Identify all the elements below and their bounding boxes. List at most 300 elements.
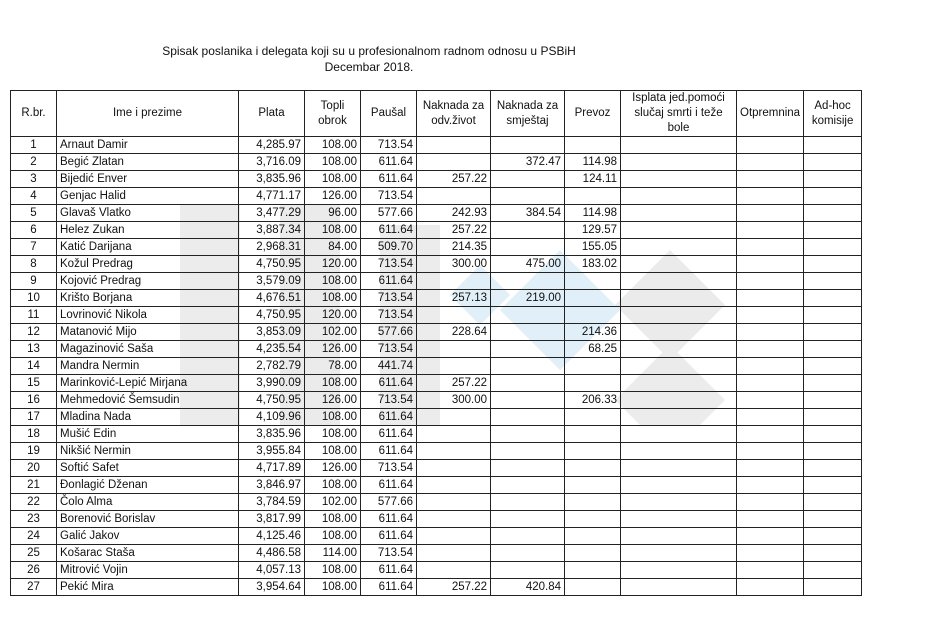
table-row xyxy=(11,511,862,528)
table-cell xyxy=(621,477,737,494)
table-cell: 108.00 xyxy=(305,375,361,392)
table-cell: Katić Darijana xyxy=(57,239,239,256)
table-cell: 120.00 xyxy=(305,256,361,273)
table-cell xyxy=(491,324,565,341)
table-cell xyxy=(565,307,621,324)
table-cell xyxy=(491,528,565,545)
table-cell: 16 xyxy=(11,392,57,409)
table-cell xyxy=(621,426,737,443)
table-cell: 3,477.29 xyxy=(239,205,305,222)
table-cell: 257.22 xyxy=(417,579,491,596)
table-cell: 108.00 xyxy=(305,290,361,307)
table-cell xyxy=(804,273,862,290)
table-cell: 4,057.13 xyxy=(239,562,305,579)
table-cell: 611.64 xyxy=(361,375,417,392)
table-cell xyxy=(737,426,804,443)
table-cell xyxy=(737,409,804,426)
column-header: R.br. xyxy=(11,91,57,137)
table-cell: 257.22 xyxy=(417,222,491,239)
table-cell: 3,716.09 xyxy=(239,154,305,171)
table-cell xyxy=(804,375,862,392)
table-cell: 8 xyxy=(11,256,57,273)
column-header: Ime i prezime xyxy=(57,91,239,137)
table-row xyxy=(11,239,862,256)
table-cell: 5 xyxy=(11,205,57,222)
table-cell: Kožul Predrag xyxy=(57,256,239,273)
table-cell xyxy=(565,426,621,443)
table-cell: 257.13 xyxy=(417,290,491,307)
table-cell xyxy=(804,528,862,545)
table-cell: 611.64 xyxy=(361,443,417,460)
table-cell: 26 xyxy=(11,562,57,579)
table-cell xyxy=(491,460,565,477)
table-row xyxy=(11,409,862,426)
table-cell xyxy=(737,307,804,324)
table-cell: Mehmedović Šemsudin xyxy=(57,392,239,409)
table-cell: Arnaut Damir xyxy=(57,137,239,154)
table-cell xyxy=(804,205,862,222)
table-row xyxy=(11,273,862,290)
table-cell xyxy=(737,528,804,545)
table-cell xyxy=(417,341,491,358)
table-cell xyxy=(621,392,737,409)
table-cell xyxy=(621,494,737,511)
table-cell: 114.00 xyxy=(305,545,361,562)
table-cell xyxy=(565,290,621,307)
table-cell xyxy=(737,545,804,562)
table-cell xyxy=(565,477,621,494)
table-row xyxy=(11,222,862,239)
table-cell: Softić Safet xyxy=(57,460,239,477)
table-cell xyxy=(804,460,862,477)
table-cell: 114.98 xyxy=(565,205,621,222)
table-cell xyxy=(804,562,862,579)
table-cell: 7 xyxy=(11,239,57,256)
table-cell xyxy=(417,494,491,511)
table-cell xyxy=(417,562,491,579)
table-cell: Mladina Nada xyxy=(57,409,239,426)
table-cell xyxy=(491,307,565,324)
table-cell: 372.47 xyxy=(491,154,565,171)
table-cell xyxy=(491,188,565,205)
table-cell xyxy=(417,409,491,426)
table-cell xyxy=(737,222,804,239)
table-cell: Pekić Mira xyxy=(57,579,239,596)
table-cell xyxy=(737,460,804,477)
table-cell: 257.22 xyxy=(417,171,491,188)
table-cell xyxy=(804,324,862,341)
table-cell xyxy=(565,562,621,579)
table-cell: 4,717.89 xyxy=(239,460,305,477)
table-cell xyxy=(621,460,737,477)
table-cell xyxy=(621,239,737,256)
table-cell: 4,125.46 xyxy=(239,528,305,545)
table-cell: 11 xyxy=(11,307,57,324)
table-cell: 611.64 xyxy=(361,222,417,239)
table-cell xyxy=(565,375,621,392)
table-cell: 3,990.09 xyxy=(239,375,305,392)
table-cell xyxy=(621,562,737,579)
table-cell xyxy=(621,290,737,307)
table-cell: 420.84 xyxy=(491,579,565,596)
table-cell: Košarac Staša xyxy=(57,545,239,562)
table-cell xyxy=(491,392,565,409)
table-cell: 3,579.09 xyxy=(239,273,305,290)
table-cell: 120.00 xyxy=(305,307,361,324)
table-cell xyxy=(491,171,565,188)
table-cell xyxy=(565,545,621,562)
table-cell: 24 xyxy=(11,528,57,545)
table-row xyxy=(11,579,862,596)
table-cell xyxy=(417,307,491,324)
table-cell: 9 xyxy=(11,273,57,290)
table-cell xyxy=(621,154,737,171)
table-row xyxy=(11,528,862,545)
table-cell: 4,750.95 xyxy=(239,256,305,273)
table-cell xyxy=(737,171,804,188)
table-cell xyxy=(491,562,565,579)
table-cell: Mitrović Vojin xyxy=(57,562,239,579)
table-cell: 3,955.84 xyxy=(239,443,305,460)
table-cell xyxy=(417,443,491,460)
table-cell xyxy=(417,511,491,528)
table-cell: 611.64 xyxy=(361,273,417,290)
table-cell: 2,968.31 xyxy=(239,239,305,256)
table-cell: Mušić Edin xyxy=(57,426,239,443)
table-cell: 108.00 xyxy=(305,137,361,154)
table-cell: 25 xyxy=(11,545,57,562)
table-cell xyxy=(491,341,565,358)
table-cell xyxy=(565,460,621,477)
table-cell: 19 xyxy=(11,443,57,460)
table-cell: 713.54 xyxy=(361,137,417,154)
table-cell xyxy=(737,579,804,596)
table-cell xyxy=(417,273,491,290)
table-cell: Marinković-Lepić Mirjana xyxy=(57,375,239,392)
table-cell xyxy=(804,154,862,171)
table-cell xyxy=(804,426,862,443)
table-cell: 155.05 xyxy=(565,239,621,256)
column-header: Paušal xyxy=(361,91,417,137)
table-row xyxy=(11,341,862,358)
table-cell: 102.00 xyxy=(305,494,361,511)
table-row xyxy=(11,137,862,154)
table-cell xyxy=(491,494,565,511)
table-cell: 4,486.58 xyxy=(239,545,305,562)
table-cell xyxy=(804,358,862,375)
table-cell: 4,750.95 xyxy=(239,392,305,409)
table-cell xyxy=(491,375,565,392)
table-cell: 611.64 xyxy=(361,171,417,188)
table-cell xyxy=(621,222,737,239)
table-cell: 611.64 xyxy=(361,562,417,579)
table-cell xyxy=(621,256,737,273)
table-cell: 219.00 xyxy=(491,290,565,307)
table-cell: 228.64 xyxy=(417,324,491,341)
table-row xyxy=(11,494,862,511)
table-cell: 713.54 xyxy=(361,341,417,358)
table-cell xyxy=(491,409,565,426)
table-cell xyxy=(737,358,804,375)
table-cell: 384.54 xyxy=(491,205,565,222)
table-cell: 126.00 xyxy=(305,392,361,409)
document-title: Spisak poslanika i delegata koji su u profesionalnom radnom odnosu u PSBiH xyxy=(162,44,576,58)
table-cell xyxy=(621,443,737,460)
table-cell: 20 xyxy=(11,460,57,477)
document-subtitle: Decembar 2018. xyxy=(324,60,414,74)
table-cell xyxy=(565,137,621,154)
table-cell xyxy=(737,256,804,273)
table-cell: 108.00 xyxy=(305,528,361,545)
table-cell xyxy=(804,188,862,205)
table-cell xyxy=(491,545,565,562)
table-cell: 108.00 xyxy=(305,222,361,239)
table-cell xyxy=(737,290,804,307)
table-cell: 4,285.97 xyxy=(239,137,305,154)
table-cell: 4,750.95 xyxy=(239,307,305,324)
column-header: Prevoz xyxy=(565,91,621,137)
table-cell: 611.64 xyxy=(361,511,417,528)
table-cell xyxy=(621,358,737,375)
column-header: Otpremnina xyxy=(737,91,804,137)
table-cell: 126.00 xyxy=(305,341,361,358)
table-cell xyxy=(417,358,491,375)
table-row xyxy=(11,358,862,375)
table-row xyxy=(11,205,862,222)
table-cell: Kojović Predrag xyxy=(57,273,239,290)
table-cell xyxy=(737,205,804,222)
table-cell xyxy=(621,375,737,392)
table-cell: 3,887.34 xyxy=(239,222,305,239)
table-cell: 22 xyxy=(11,494,57,511)
table-cell: 4,771.17 xyxy=(239,188,305,205)
table-cell: 611.64 xyxy=(361,154,417,171)
table-cell xyxy=(417,188,491,205)
table-cell: 96.00 xyxy=(305,205,361,222)
table-cell: 15 xyxy=(11,375,57,392)
header-row xyxy=(11,91,862,137)
table-cell: 577.66 xyxy=(361,494,417,511)
table-cell xyxy=(417,154,491,171)
table-row xyxy=(11,392,862,409)
table-row xyxy=(11,324,862,341)
table-cell xyxy=(565,409,621,426)
table-cell: 10 xyxy=(11,290,57,307)
table-cell xyxy=(621,205,737,222)
table-cell: Mandra Nermin xyxy=(57,358,239,375)
table-cell: 611.64 xyxy=(361,477,417,494)
column-header: Naknada za odv.život xyxy=(417,91,491,137)
table-cell: Nikšić Nermin xyxy=(57,443,239,460)
table-cell: 3,835.96 xyxy=(239,426,305,443)
table-cell: 3 xyxy=(11,171,57,188)
table-cell xyxy=(491,239,565,256)
table-cell: 6 xyxy=(11,222,57,239)
table-cell xyxy=(804,290,862,307)
table-cell xyxy=(737,154,804,171)
table-cell xyxy=(804,171,862,188)
table-cell: 3,853.09 xyxy=(239,324,305,341)
table-cell: 611.64 xyxy=(361,579,417,596)
table-cell xyxy=(565,188,621,205)
table-row xyxy=(11,460,862,477)
table-cell: 4,109.96 xyxy=(239,409,305,426)
table-cell: Lovrinović Nikola xyxy=(57,307,239,324)
table-cell xyxy=(417,137,491,154)
table-cell: 1 xyxy=(11,137,57,154)
table-cell: Glavaš Vlatko xyxy=(57,205,239,222)
table-cell: 108.00 xyxy=(305,171,361,188)
table-cell xyxy=(621,341,737,358)
table-cell: 18 xyxy=(11,426,57,443)
table-cell xyxy=(804,239,862,256)
table-cell: 206.33 xyxy=(565,392,621,409)
table-cell: 3,846.97 xyxy=(239,477,305,494)
table-cell: 3,817.99 xyxy=(239,511,305,528)
table-row xyxy=(11,307,862,324)
table-cell: Borenović Borislav xyxy=(57,511,239,528)
table-cell: 4 xyxy=(11,188,57,205)
table-cell xyxy=(491,511,565,528)
table-cell: 13 xyxy=(11,341,57,358)
column-header: Plata xyxy=(239,91,305,137)
table-cell xyxy=(737,273,804,290)
table-cell xyxy=(737,239,804,256)
table-cell xyxy=(621,188,737,205)
table-cell xyxy=(621,528,737,545)
table-cell: 108.00 xyxy=(305,426,361,443)
table-cell xyxy=(804,392,862,409)
table-cell xyxy=(804,477,862,494)
table-cell: 4,676.51 xyxy=(239,290,305,307)
table-cell xyxy=(737,443,804,460)
table-cell xyxy=(565,443,621,460)
table-cell: 4,235.54 xyxy=(239,341,305,358)
table-cell: 21 xyxy=(11,477,57,494)
table-cell: 108.00 xyxy=(305,562,361,579)
table-cell: 577.66 xyxy=(361,324,417,341)
table-cell xyxy=(621,137,737,154)
table-cell: 108.00 xyxy=(305,477,361,494)
table-cell: 14 xyxy=(11,358,57,375)
table-cell: 214.36 xyxy=(565,324,621,341)
table-cell xyxy=(417,426,491,443)
table-cell: 713.54 xyxy=(361,256,417,273)
table-cell xyxy=(565,358,621,375)
table-cell xyxy=(804,222,862,239)
table-cell: 713.54 xyxy=(361,307,417,324)
table-cell: 84.00 xyxy=(305,239,361,256)
table-cell xyxy=(737,562,804,579)
table-cell: 108.00 xyxy=(305,443,361,460)
table-cell xyxy=(737,137,804,154)
table-cell xyxy=(417,477,491,494)
table-cell: 23 xyxy=(11,511,57,528)
column-header: Topli obrok xyxy=(305,91,361,137)
table-cell xyxy=(565,528,621,545)
table-cell: 108.00 xyxy=(305,409,361,426)
table-cell xyxy=(621,545,737,562)
table-cell: 509.70 xyxy=(361,239,417,256)
table-cell xyxy=(491,443,565,460)
payroll-table xyxy=(10,90,862,596)
table-cell: 214.35 xyxy=(417,239,491,256)
table-cell: 108.00 xyxy=(305,154,361,171)
table-row xyxy=(11,256,862,273)
table-cell: 611.64 xyxy=(361,426,417,443)
table-cell: 2,782.79 xyxy=(239,358,305,375)
table-cell: 3,784.59 xyxy=(239,494,305,511)
table-cell xyxy=(737,392,804,409)
table-cell: Galić Jakov xyxy=(57,528,239,545)
table-cell: Đonlagić Dženan xyxy=(57,477,239,494)
table-cell: 68.25 xyxy=(565,341,621,358)
table-cell: 441.74 xyxy=(361,358,417,375)
table-cell: 108.00 xyxy=(305,579,361,596)
table-row xyxy=(11,562,862,579)
table-cell xyxy=(491,273,565,290)
table-row xyxy=(11,154,862,171)
table-cell xyxy=(565,273,621,290)
column-header: Ad-hoc komisije xyxy=(804,91,862,137)
table-cell: 713.54 xyxy=(361,188,417,205)
table-cell: 300.00 xyxy=(417,392,491,409)
column-header: Isplata jed.pomoći slučaj smrti i teže bole xyxy=(621,91,737,137)
table-cell xyxy=(804,494,862,511)
table-cell: 102.00 xyxy=(305,324,361,341)
table-cell xyxy=(491,477,565,494)
table-row xyxy=(11,443,862,460)
table-cell: Begić Zlatan xyxy=(57,154,239,171)
table-cell: 27 xyxy=(11,579,57,596)
table-cell xyxy=(621,409,737,426)
table-cell: 78.00 xyxy=(305,358,361,375)
table-cell: 611.64 xyxy=(361,409,417,426)
table-cell: Bijedić Enver xyxy=(57,171,239,188)
table-cell xyxy=(417,460,491,477)
table-cell xyxy=(491,426,565,443)
table-cell: 713.54 xyxy=(361,460,417,477)
table-cell xyxy=(804,579,862,596)
table-cell: 300.00 xyxy=(417,256,491,273)
table-cell xyxy=(621,324,737,341)
table-cell xyxy=(804,137,862,154)
table-cell: 126.00 xyxy=(305,188,361,205)
table-cell xyxy=(737,188,804,205)
table-cell xyxy=(737,341,804,358)
table-cell: 129.57 xyxy=(565,222,621,239)
table-cell: 257.22 xyxy=(417,375,491,392)
table-cell xyxy=(621,273,737,290)
table-cell xyxy=(565,511,621,528)
table-cell xyxy=(804,256,862,273)
table-cell: Matanović Mijo xyxy=(57,324,239,341)
table-cell: Helez Zukan xyxy=(57,222,239,239)
table-cell xyxy=(804,409,862,426)
table-cell: 126.00 xyxy=(305,460,361,477)
table-row xyxy=(11,545,862,562)
table-cell: 183.02 xyxy=(565,256,621,273)
table-cell xyxy=(417,528,491,545)
table-cell xyxy=(565,579,621,596)
table-cell xyxy=(804,545,862,562)
table-row xyxy=(11,290,862,307)
table-cell xyxy=(804,511,862,528)
table-cell xyxy=(417,545,491,562)
table-cell: 108.00 xyxy=(305,273,361,290)
table-cell: 713.54 xyxy=(361,545,417,562)
table-cell: 12 xyxy=(11,324,57,341)
